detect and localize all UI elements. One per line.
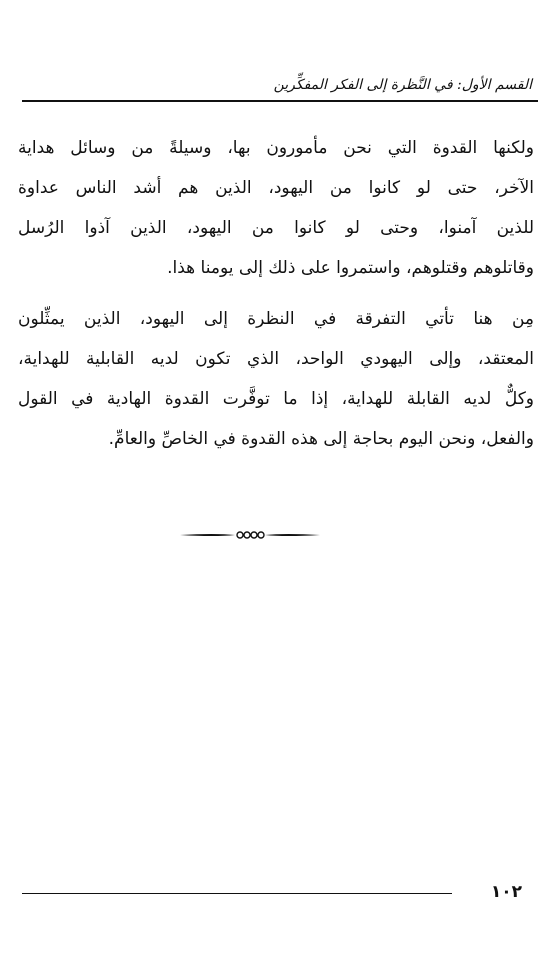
paragraph-2 (18, 299, 534, 459)
paragraph-line: للذين آمنوا، وحتى لو كانوا من اليهود، الذين آذوا الرُسل (18, 218, 534, 238)
paragraph-line: مِن هنا تأتي التفرقة في النظرة إلى اليهود، الذين يمثِّلون (18, 309, 534, 329)
header-rule (22, 100, 538, 102)
footer-rule (22, 893, 452, 894)
section-divider-ornament (180, 528, 320, 542)
paragraph-line: الآخر، حتى لو كانوا من اليهود، الذين هم أشد الناس عداوة (18, 178, 534, 198)
page-number: ١٠٢ (490, 882, 522, 902)
running-header: القسم الأول: في النَّظرة إلى الفكر المفكِّرين (273, 77, 532, 93)
paragraph-line: ولكنها القدوة التي نحن مأمورون بها، وسيلةً من وسائل هداية (18, 138, 534, 158)
paragraph-1 (18, 128, 534, 288)
paragraph-line: المعتقد، وإلى اليهودي الواحد، الذي تكون لديه القابلية للهداية، (18, 349, 534, 369)
paragraph-line: وقاتلوهم وقتلوهم، واستمروا على ذلك إلى يومنا هذا. (167, 258, 534, 278)
body-text (18, 128, 534, 459)
paragraph-gap (18, 288, 534, 299)
paragraph-line: والفعل، ونحن اليوم بحاجة إلى هذه القدوة في الخاصِّ والعامِّ. (108, 429, 534, 449)
paragraph-line: وكلٌّ لديه القابلة للهداية، إذا ما توفَّرت القدوة الهادية في القول (18, 389, 534, 409)
